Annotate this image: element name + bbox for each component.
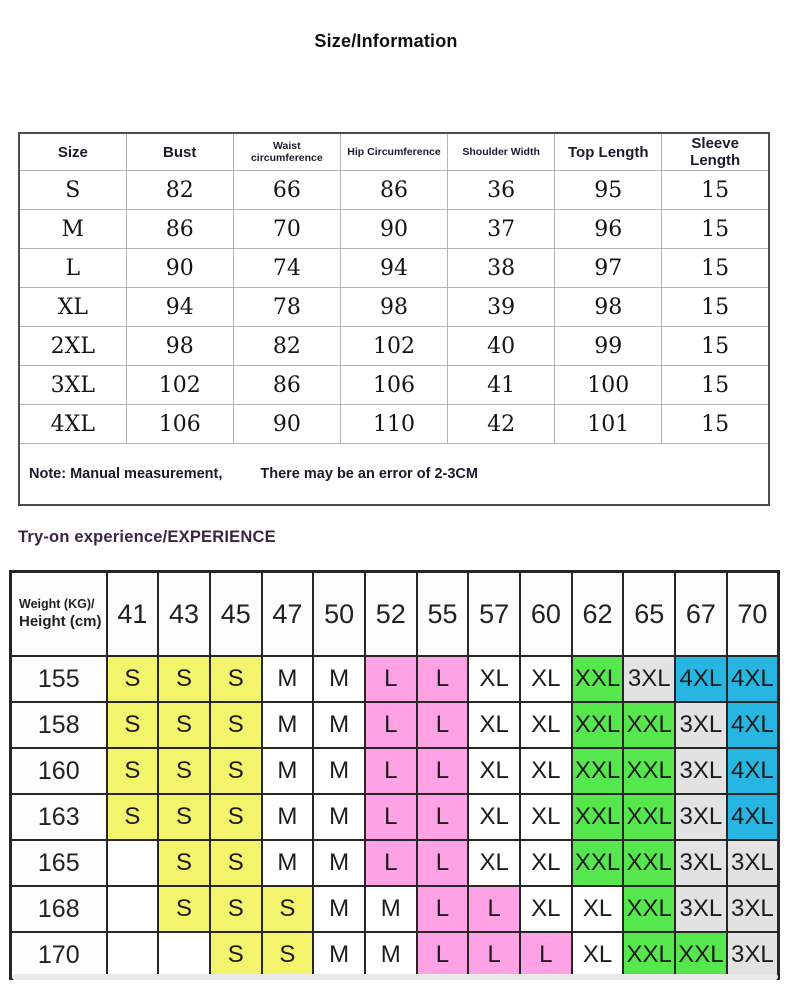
recommended-size-cell: XXL — [623, 886, 675, 932]
recommended-size-cell: M — [313, 932, 365, 979]
recommended-size-cell: XXL — [623, 748, 675, 794]
size-table-cell: 38 — [448, 249, 555, 288]
recommended-size-cell: L — [520, 932, 572, 979]
recommended-size-cell: 3XL — [675, 794, 727, 840]
recommended-size-cell: XXL — [623, 932, 675, 979]
weight-header: 47 — [262, 572, 314, 657]
weight-header: 62 — [572, 572, 624, 657]
recommended-size-cell: S — [158, 794, 210, 840]
recommended-size-cell: L — [417, 656, 469, 702]
recommended-size-cell: S — [158, 702, 210, 748]
size-table-cell: 90 — [233, 405, 340, 444]
size-table-cell: 39 — [448, 288, 555, 327]
measurement-note — [19, 444, 769, 506]
size-table-cell: 99 — [555, 327, 662, 366]
size-table-cell: XL — [19, 288, 126, 327]
recommended-size-cell: XL — [572, 886, 624, 932]
size-table-cell: 15 — [662, 210, 769, 249]
tryon-row — [11, 656, 779, 702]
bottom-shadow-bar — [12, 974, 778, 980]
size-table-cell: 36 — [448, 171, 555, 210]
recommended-size-cell: M — [313, 702, 365, 748]
recommended-size-cell: XL — [468, 840, 520, 886]
size-table-cell: 66 — [233, 171, 340, 210]
recommended-size-cell — [107, 886, 159, 932]
recommended-size-cell: XL — [520, 748, 572, 794]
recommended-size-cell: S — [107, 656, 159, 702]
recommended-size-cell: 3XL — [675, 748, 727, 794]
weight-height-corner-cell — [11, 572, 107, 657]
size-table-cell: 86 — [126, 210, 233, 249]
size-table-cell: 15 — [662, 249, 769, 288]
recommended-size-cell: S — [210, 886, 262, 932]
recommended-size-cell — [107, 840, 159, 886]
size-table-cell: 102 — [340, 327, 447, 366]
size-table-cell: 82 — [126, 171, 233, 210]
recommended-size-cell: L — [417, 748, 469, 794]
size-table-cell: 106 — [126, 405, 233, 444]
size-table-row — [19, 210, 769, 249]
recommended-size-cell: S — [158, 748, 210, 794]
weight-header: 52 — [365, 572, 417, 657]
weight-header: 45 — [210, 572, 262, 657]
size-table-row — [19, 249, 769, 288]
recommended-size-cell: M — [262, 840, 314, 886]
size-table-cell: 15 — [662, 288, 769, 327]
recommended-size-cell: L — [417, 702, 469, 748]
tryon-header-row — [11, 572, 779, 657]
size-table-cell: 74 — [233, 249, 340, 288]
recommended-size-cell: 3XL — [727, 932, 779, 979]
recommended-size-cell: XL — [520, 840, 572, 886]
recommended-size-cell: M — [262, 702, 314, 748]
recommended-size-cell: S — [210, 702, 262, 748]
size-table-header: Size — [19, 133, 126, 171]
size-table-cell: 15 — [662, 405, 769, 444]
size-table-cell: 94 — [340, 249, 447, 288]
size-table-cell: M — [19, 210, 126, 249]
tryon-row — [11, 932, 779, 979]
size-table-cell: 100 — [555, 366, 662, 405]
size-table-cell: 2XL — [19, 327, 126, 366]
size-table-cell: 42 — [448, 405, 555, 444]
recommended-size-cell: M — [262, 794, 314, 840]
tryon-row — [11, 886, 779, 932]
recommended-size-cell: L — [468, 932, 520, 979]
recommended-size-cell: XXL — [623, 840, 675, 886]
size-table-cell: 40 — [448, 327, 555, 366]
tryon-row — [11, 794, 779, 840]
recommended-size-cell: XL — [468, 748, 520, 794]
size-table-row — [19, 327, 769, 366]
recommended-size-cell: S — [107, 794, 159, 840]
size-table-cell: 4XL — [19, 405, 126, 444]
recommended-size-cell: 4XL — [727, 748, 779, 794]
size-table-cell: S — [19, 171, 126, 210]
recommended-size-cell: M — [313, 794, 365, 840]
note-right-text: There may be an error of 2-3CM — [260, 466, 478, 482]
recommended-size-cell: 3XL — [675, 886, 727, 932]
recommended-size-cell: M — [262, 656, 314, 702]
recommended-size-cell: XL — [520, 702, 572, 748]
height-label: 158 — [11, 702, 107, 748]
size-table-cell: 3XL — [19, 366, 126, 405]
recommended-size-cell: 4XL — [727, 702, 779, 748]
recommended-size-cell: L — [468, 886, 520, 932]
size-table-header: Waist circumference — [233, 133, 340, 171]
size-table-cell: 110 — [340, 405, 447, 444]
size-table-cell: 97 — [555, 249, 662, 288]
weight-header: 41 — [107, 572, 159, 657]
recommended-size-cell: S — [210, 794, 262, 840]
recommended-size-cell: S — [210, 656, 262, 702]
size-table-cell: 106 — [340, 366, 447, 405]
weight-header: 43 — [158, 572, 210, 657]
recommended-size-cell: S — [210, 932, 262, 979]
recommended-size-cell: XL — [520, 794, 572, 840]
recommended-size-cell: M — [313, 886, 365, 932]
size-table-cell: 102 — [126, 366, 233, 405]
recommended-size-cell: S — [107, 702, 159, 748]
recommended-size-cell: 3XL — [623, 656, 675, 702]
recommended-size-cell: S — [210, 840, 262, 886]
recommended-size-cell: XXL — [623, 702, 675, 748]
recommended-size-cell: L — [417, 794, 469, 840]
recommended-size-cell: 3XL — [675, 702, 727, 748]
size-table-row — [19, 366, 769, 405]
weight-header: 55 — [417, 572, 469, 657]
recommended-size-cell: M — [262, 748, 314, 794]
weight-header: 65 — [623, 572, 675, 657]
size-table-cell: 86 — [233, 366, 340, 405]
height-label: 163 — [11, 794, 107, 840]
recommended-size-cell: XXL — [572, 702, 624, 748]
recommended-size-cell: 3XL — [727, 886, 779, 932]
size-table-cell: 90 — [340, 210, 447, 249]
height-label: 160 — [11, 748, 107, 794]
recommended-size-cell: S — [158, 656, 210, 702]
recommended-size-cell: XL — [468, 656, 520, 702]
recommended-size-cell: XXL — [572, 840, 624, 886]
size-table-header: Shoulder Width — [448, 133, 555, 171]
size-table-header: Top Length — [555, 133, 662, 171]
size-table-body — [19, 171, 769, 444]
height-label: 165 — [11, 840, 107, 886]
size-table-cell: 86 — [340, 171, 447, 210]
recommended-size-cell: M — [365, 932, 417, 979]
recommended-size-cell: L — [365, 840, 417, 886]
size-table-row — [19, 405, 769, 444]
weight-header: 57 — [468, 572, 520, 657]
recommended-size-cell: XXL — [623, 794, 675, 840]
size-table — [18, 132, 770, 506]
size-table-cell: 15 — [662, 366, 769, 405]
size-table-header: Sleeve Length — [662, 133, 769, 171]
height-label: 170 — [11, 932, 107, 979]
height-label: 168 — [11, 886, 107, 932]
note-left-text: Note: Manual measurement, — [29, 466, 223, 482]
recommended-size-cell: S — [210, 748, 262, 794]
recommended-size-cell: L — [365, 748, 417, 794]
recommended-size-cell: XXL — [572, 656, 624, 702]
size-table-cell: 96 — [555, 210, 662, 249]
size-table-cell: 101 — [555, 405, 662, 444]
size-table-cell: 41 — [448, 366, 555, 405]
size-table-row — [19, 288, 769, 327]
recommended-size-cell: S — [262, 932, 314, 979]
recommended-size-cell: XXL — [675, 932, 727, 979]
recommended-size-cell: S — [158, 840, 210, 886]
weight-header: 60 — [520, 572, 572, 657]
weight-header: 67 — [675, 572, 727, 657]
size-table-cell: 15 — [662, 171, 769, 210]
recommended-size-cell — [107, 932, 159, 979]
size-table-cell: 98 — [126, 327, 233, 366]
recommended-size-cell: L — [365, 702, 417, 748]
size-table-cell: 78 — [233, 288, 340, 327]
height-label: 155 — [11, 656, 107, 702]
size-table-header: Hip Circumference — [340, 133, 447, 171]
size-table-header-row — [19, 133, 769, 171]
tryon-row — [11, 840, 779, 886]
recommended-size-cell: S — [262, 886, 314, 932]
size-table-cell: 37 — [448, 210, 555, 249]
weight-header: 50 — [313, 572, 365, 657]
size-table-cell: 98 — [555, 288, 662, 327]
recommended-size-cell: M — [313, 840, 365, 886]
recommended-size-cell: L — [365, 794, 417, 840]
recommended-size-cell: XL — [572, 932, 624, 979]
recommended-size-cell: 3XL — [675, 840, 727, 886]
size-table-cell: 94 — [126, 288, 233, 327]
recommended-size-cell: S — [107, 748, 159, 794]
size-table-cell: 95 — [555, 171, 662, 210]
recommended-size-cell: L — [417, 840, 469, 886]
recommended-size-cell: XXL — [572, 794, 624, 840]
recommended-size-cell: 3XL — [727, 840, 779, 886]
recommended-size-cell: M — [313, 656, 365, 702]
recommended-size-cell: L — [417, 886, 469, 932]
recommended-size-cell: XL — [468, 794, 520, 840]
recommended-size-cell: XL — [520, 656, 572, 702]
size-table-cell: 98 — [340, 288, 447, 327]
recommended-size-cell: 4XL — [727, 794, 779, 840]
tryon-body — [11, 656, 779, 979]
recommended-size-cell: XXL — [572, 748, 624, 794]
size-table-row — [19, 171, 769, 210]
size-table-cell: 15 — [662, 327, 769, 366]
recommended-size-cell: L — [365, 656, 417, 702]
tryon-grid — [9, 570, 780, 980]
size-table-note-row — [19, 444, 769, 506]
tryon-heading: Try-on experience/EXPERIENCE — [18, 528, 276, 546]
recommended-size-cell: XL — [468, 702, 520, 748]
corner-weight-label: Weight (KG)/ — [19, 597, 95, 612]
recommended-size-cell: XL — [520, 886, 572, 932]
tryon-row — [11, 748, 779, 794]
recommended-size-cell: 4XL — [675, 656, 727, 702]
recommended-size-cell — [158, 932, 210, 979]
size-table-cell: 90 — [126, 249, 233, 288]
recommended-size-cell: S — [158, 886, 210, 932]
recommended-size-cell: M — [313, 748, 365, 794]
recommended-size-cell: L — [417, 932, 469, 979]
corner-height-label: Height (cm) — [19, 613, 102, 631]
tryon-row — [11, 702, 779, 748]
weight-header: 70 — [727, 572, 779, 657]
size-table-header: Bust — [126, 133, 233, 171]
size-table-cell: 82 — [233, 327, 340, 366]
page-title: Size/Information — [314, 31, 458, 51]
size-table-cell: L — [19, 249, 126, 288]
recommended-size-cell: 4XL — [727, 656, 779, 702]
recommended-size-cell: M — [365, 886, 417, 932]
size-table-cell: 70 — [233, 210, 340, 249]
